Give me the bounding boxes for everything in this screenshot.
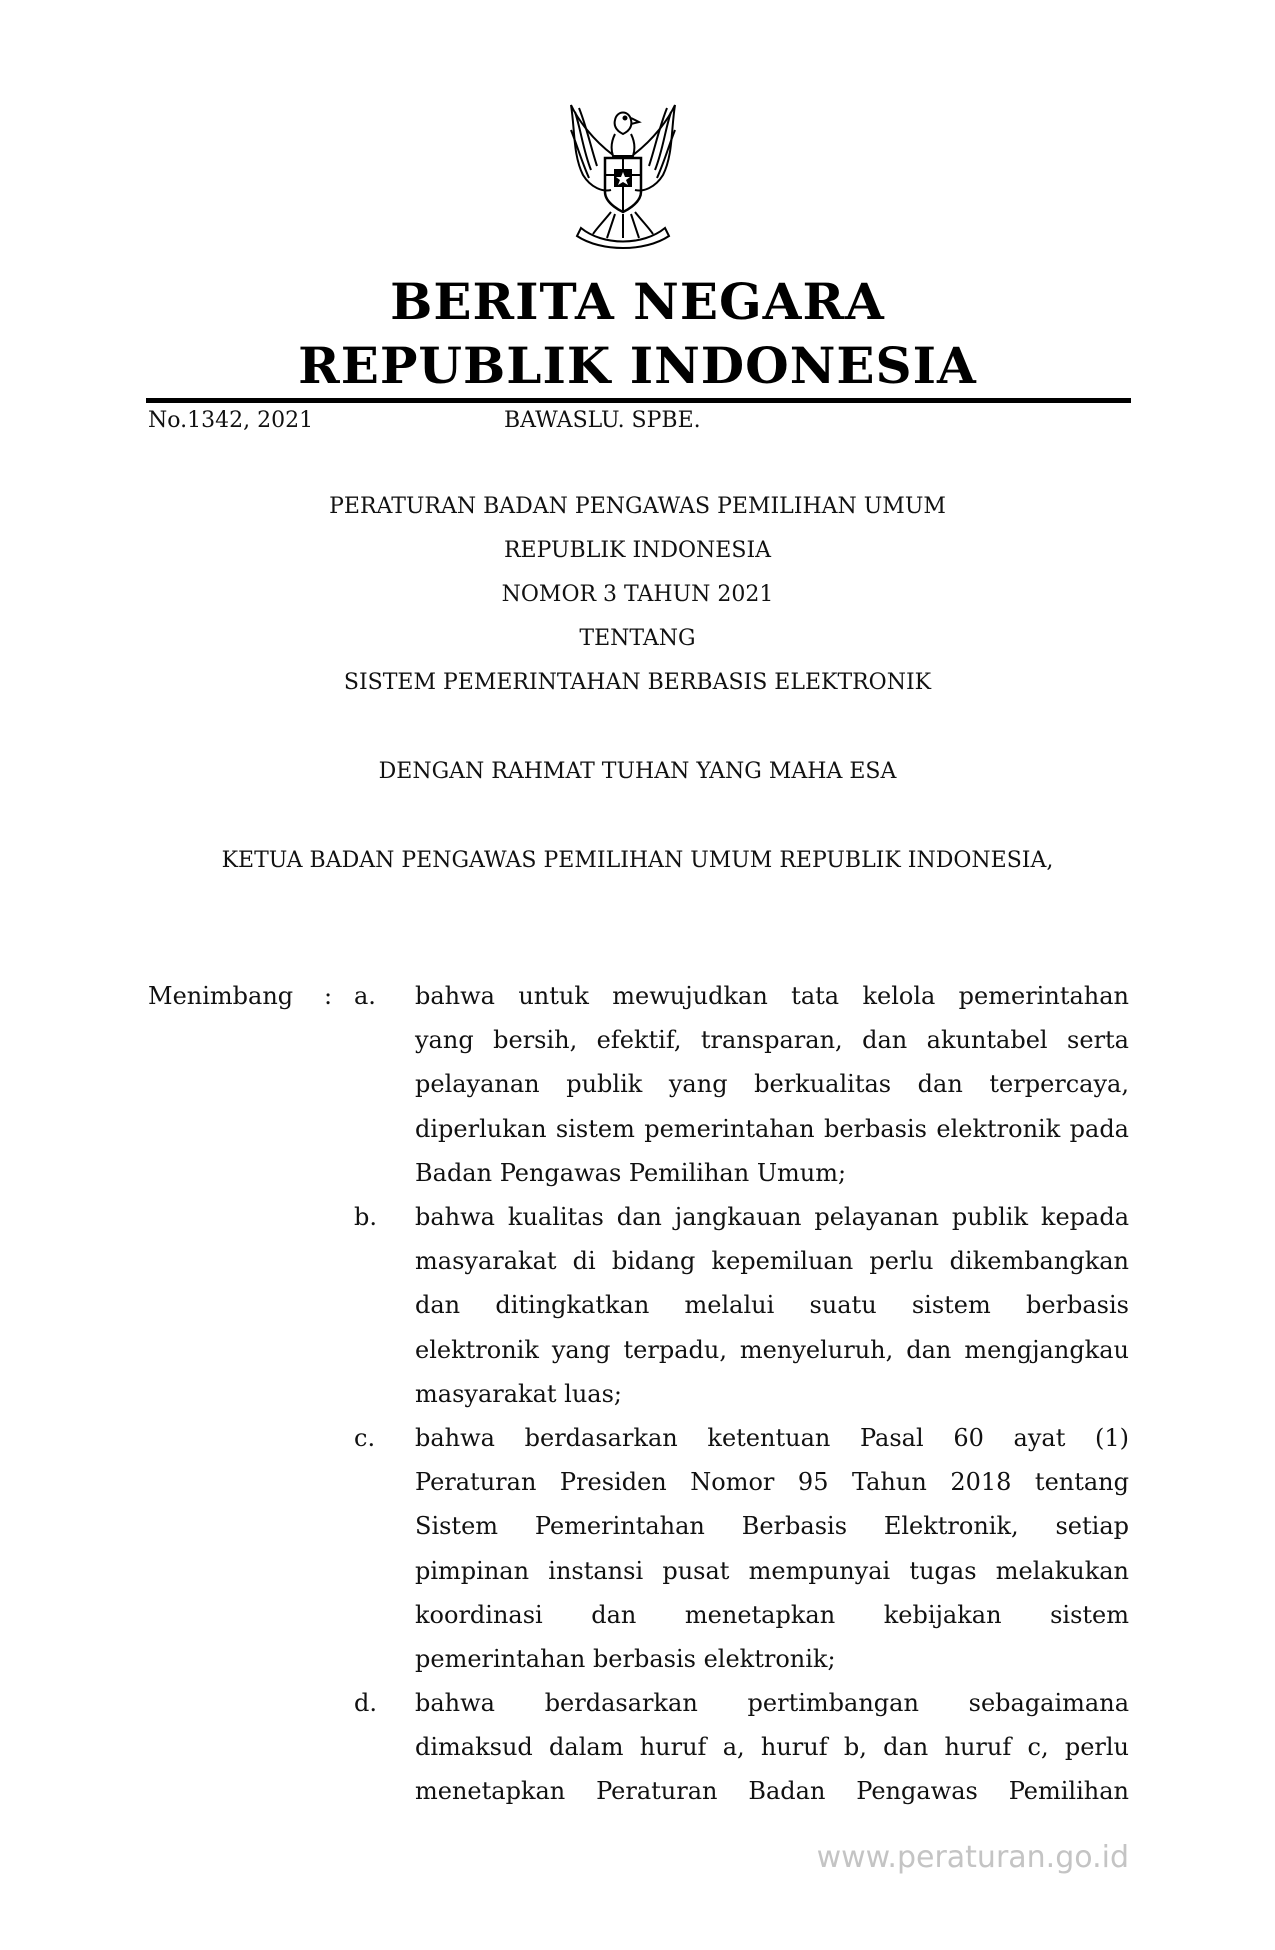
item-letter: b. (354, 1203, 377, 1231)
gazette-number: No.1342, 2021 (148, 408, 314, 433)
item-letter: a. (354, 982, 376, 1010)
item-line: bahwa kualitas dan jangkauan pelayanan publik kepada (415, 1203, 1129, 1231)
website-watermark: www.peraturan.go.id (816, 1840, 1129, 1875)
item-line: pelayanan publik yang berkualitas dan terpercaya, (415, 1070, 1129, 1099)
item-line: bahwa berdasarkan ketentuan Pasal 60 ayat (1) (415, 1424, 1129, 1452)
authority-line: KETUA BADAN PENGAWAS PEMILIHAN UMUM REPUBLIK INDONESIA, (221, 848, 1054, 873)
gazette-code: BAWASLU. SPBE. (504, 408, 701, 433)
considering-item (415, 1681, 1129, 1814)
item-line: diperlukan sistem pemerintahan berbasis elektronik pada (415, 1114, 1129, 1143)
item-line: Sistem Pemerintahan Berbasis Elektronik, setiap (415, 1512, 1129, 1541)
regulation-title-line: SISTEM PEMERINTAHAN BERBASIS ELEKTRONIK (343, 670, 932, 695)
considering-item (415, 974, 1129, 1195)
item-line: koordinasi dan menetapkan kebijakan sistem (415, 1600, 1129, 1629)
masthead-rule (146, 398, 1131, 403)
item-line: bahwa untuk mewujudkan tata kelola pemerintahan (415, 982, 1129, 1010)
masthead-subtitle: REPUBLIK INDONESIA (298, 336, 977, 395)
considering-item (415, 1195, 1129, 1416)
regulation-title-line: NOMOR 3 TAHUN 2021 (501, 582, 774, 607)
item-line: pemerintahan berbasis elektronik; (415, 1645, 836, 1674)
item-line: masyarakat luas; (415, 1379, 622, 1408)
regulation-title-line: PERATURAN BADAN PENGAWAS PEMILIHAN UMUM (329, 494, 946, 519)
item-line: Peraturan Presiden Nomor 95 Tahun 2018 tentang (415, 1468, 1129, 1497)
considering-item (415, 1416, 1129, 1681)
item-line: yang bersih, efektif, transparan, dan akuntabel serta (415, 1026, 1129, 1055)
item-line: elektronik yang terpadu, menyeluruh, dan mengjangkau (415, 1335, 1129, 1364)
blessing-line: DENGAN RAHMAT TUHAN YANG MAHA ESA (378, 759, 897, 784)
item-line: masyarakat di bidang kepemiluan perlu dikembangkan (415, 1247, 1129, 1276)
considering-colon: : (324, 982, 333, 1010)
regulation-title-line: REPUBLIK INDONESIA (503, 538, 772, 563)
masthead-title: BERITA NEGARA (390, 272, 885, 331)
item-letter: c. (354, 1424, 376, 1452)
item-line: Badan Pengawas Pemilihan Umum; (415, 1158, 847, 1187)
item-line: dan ditingkatkan melalui suatu sistem berbasis (415, 1291, 1129, 1320)
item-line: pimpinan instansi pusat mempunyai tugas melakukan (415, 1556, 1129, 1585)
regulation-title-line: TENTANG (579, 626, 696, 651)
garuda-emblem-icon (553, 100, 693, 250)
item-line: dimaksud dalam huruf a, huruf b, dan huruf c, perlu (415, 1733, 1129, 1762)
item-letter: d. (354, 1689, 377, 1717)
item-line: menetapkan Peraturan Badan Pengawas Pemilihan (415, 1777, 1129, 1806)
item-line: bahwa berdasarkan pertimbangan sebagaimana (415, 1689, 1129, 1717)
considering-label: Menimbang (148, 982, 294, 1010)
